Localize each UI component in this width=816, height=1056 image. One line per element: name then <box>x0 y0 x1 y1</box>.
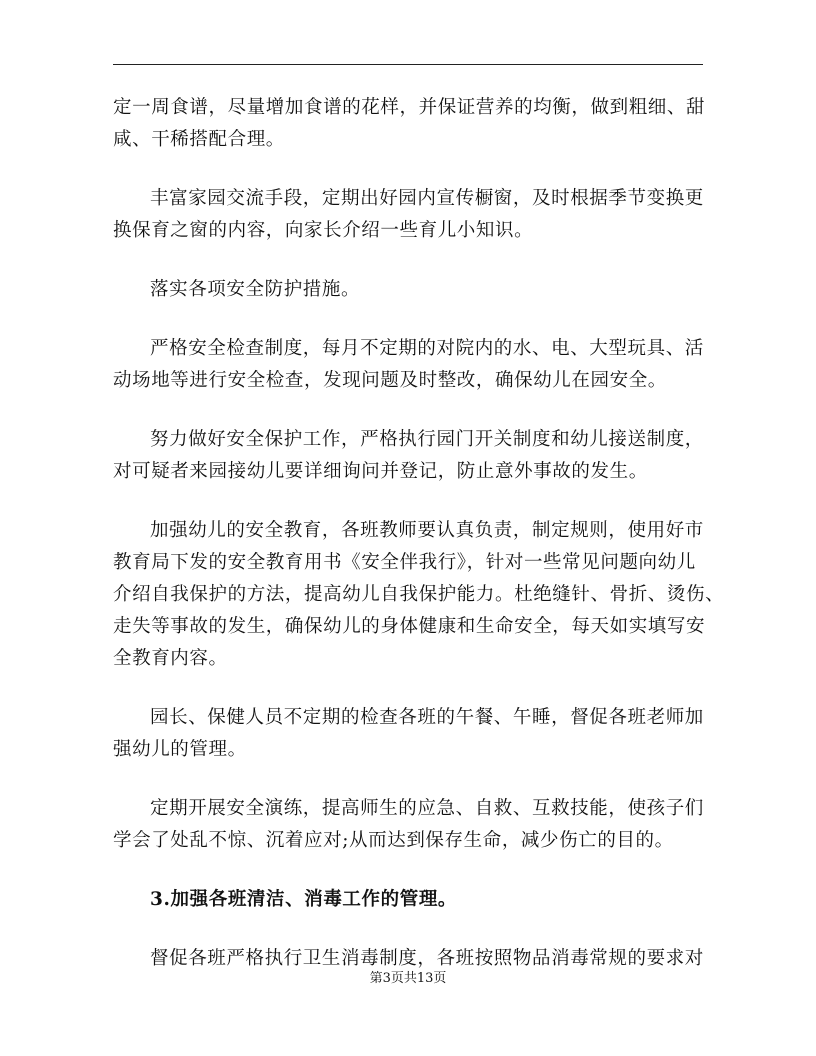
text-line: 介绍自我保护的方法，提高幼儿自我保护能力。杜绝缝针、骨折、烫伤、 <box>113 584 725 605</box>
text-line: 全教育内容。 <box>113 648 228 669</box>
paragraph <box>113 333 705 397</box>
text-line: 动场地等进行安全检查，发现问题及时整改，确保幼儿在园安全。 <box>113 370 667 391</box>
paragraph <box>113 183 705 247</box>
paragraph <box>113 274 705 306</box>
text-line: 换保育之窗的内容，向家长介绍一些育儿小知识。 <box>113 220 534 241</box>
paragraph <box>113 424 705 488</box>
paragraph <box>113 793 705 857</box>
text-line: 对可疑者来园接幼儿要详细询问并登记，防止意外事故的发生。 <box>113 461 648 482</box>
paragraph <box>113 92 705 156</box>
text-line: 定期开展安全演练，提高师生的应急、自救、互救技能，使孩子们 <box>150 798 704 819</box>
text-line: 加强幼儿的安全教育，各班教师要认真负责，制定规则，使用好市 <box>150 520 704 541</box>
text-line: 严格安全检查制度，每月不定期的对院内的水、电、大型玩具、活 <box>150 338 704 359</box>
text-line: 3.加强各班清洁、消毒工作的管理。 <box>150 889 458 910</box>
text-line: 教育局下发的安全教育用书《安全伴我行》，针对一些常见问题向幼儿 <box>113 552 696 573</box>
page-footer: 第3页共13页 <box>369 971 447 986</box>
text-line: 学会了处乱不惊、沉着应对;从而达到保存生命，减少伤亡的目的。 <box>113 830 674 851</box>
header-rule <box>113 64 703 65</box>
text-line: 定一周食谱，尽量增加食谱的花样，并保证营养的均衡，做到粗细、甜 <box>113 97 706 118</box>
text-line: 走失等事故的发生，确保幼儿的身体健康和生命安全，每天如实填写安 <box>113 616 706 637</box>
text-line: 咸、干稀搭配合理。 <box>113 129 285 150</box>
document-body <box>113 92 725 975</box>
paragraph <box>113 702 705 766</box>
paragraph <box>113 515 725 675</box>
text-line: 强幼儿的管理。 <box>113 739 247 760</box>
text-line: 努力做好安全保护工作，严格执行园门开关制度和幼儿接送制度， <box>150 429 704 450</box>
text-line: 园长、保健人员不定期的检查各班的午餐、午睡，督促各班老师加 <box>150 707 704 728</box>
text-line: 督促各班严格执行卫生消毒制度，各班按照物品消毒常规的要求对 <box>150 948 704 969</box>
section-heading <box>113 884 705 916</box>
text-line: 丰富家园交流手段，定期出好园内宣传橱窗，及时根据季节变换更 <box>150 188 704 209</box>
text-line: 落实各项安全防护措施。 <box>150 279 361 300</box>
